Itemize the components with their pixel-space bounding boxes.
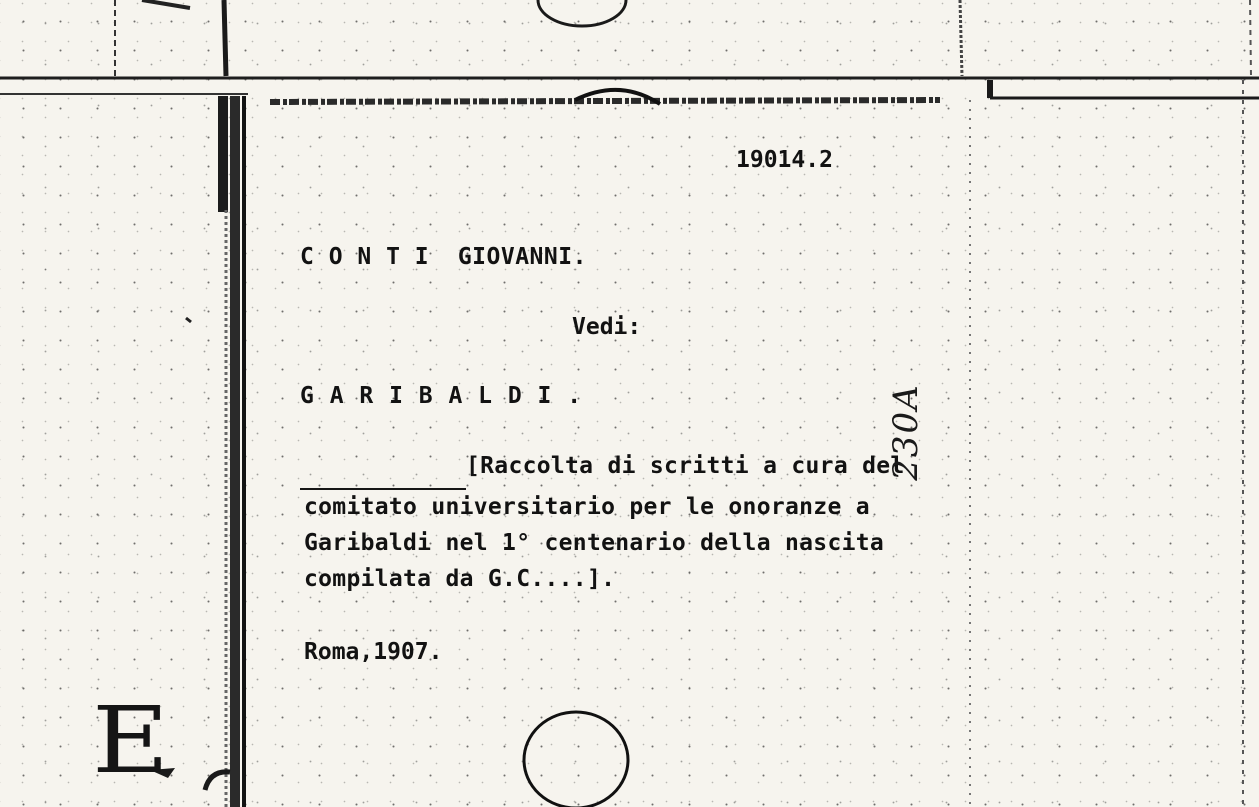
title-line-4: compilata da G.C....]. bbox=[304, 566, 616, 592]
imprint: Roma,1907. bbox=[304, 639, 443, 665]
title-line-3: Garibaldi nel 1° centenario della nascita bbox=[304, 530, 885, 556]
call-number: 19014.2 bbox=[736, 147, 833, 173]
title-line-1: [Raccolta di scritti a cura del bbox=[466, 453, 905, 479]
subject-heading: G A R I B A L D I . bbox=[300, 383, 583, 409]
catalog-card bbox=[248, 92, 970, 807]
handwritten-annotation: 230A bbox=[886, 383, 926, 481]
author-heading: C O N T I GIOVANNI. bbox=[300, 244, 587, 270]
see-reference-label: Vedi: bbox=[572, 314, 642, 340]
title-line-2: comitato universitario per le onoranze a bbox=[304, 494, 870, 520]
margin-letter: E bbox=[92, 687, 170, 794]
blank-author-rule bbox=[300, 488, 466, 490]
